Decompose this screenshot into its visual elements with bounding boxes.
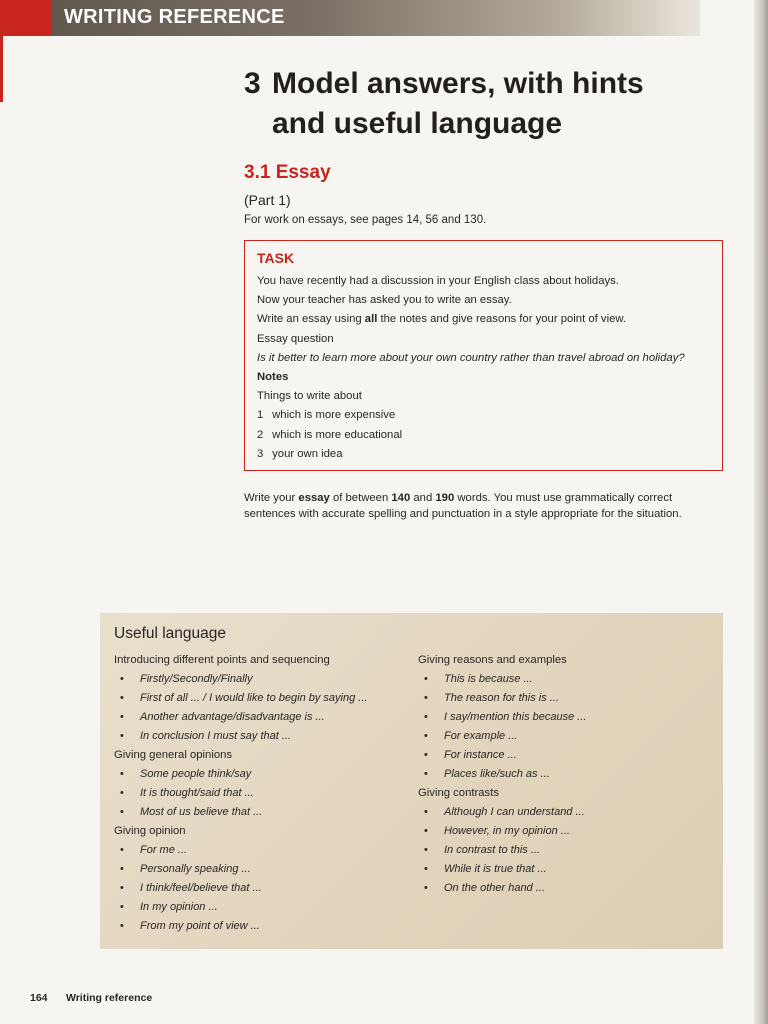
instr-bold: 140 bbox=[391, 492, 411, 504]
language-item: • Although I can understand ... bbox=[418, 803, 708, 822]
language-item: • Most of us believe that ... bbox=[114, 803, 404, 822]
language-item: • In contrast to this ... bbox=[418, 841, 708, 860]
language-item: • Firstly/Secondly/Finally bbox=[114, 670, 404, 689]
footer-label: Writing reference bbox=[66, 992, 153, 1004]
part-label: (Part 1) bbox=[244, 192, 291, 208]
language-item: • For example ... bbox=[418, 727, 708, 746]
task-title: TASK bbox=[257, 250, 295, 266]
instr-text: words. You must use grammatically correct sentences with accurate spelling and punctuation in a style appropriate for the situation. bbox=[244, 492, 682, 520]
language-item: • On the other hand ... bbox=[418, 879, 708, 898]
chapter-number: 3 bbox=[244, 67, 261, 100]
note-item bbox=[257, 445, 710, 464]
task-line: You have recently had a discussion in your English class about holidays. bbox=[257, 275, 619, 287]
language-item: • In conclusion I must say that ... bbox=[114, 727, 404, 746]
see-pages-note: For work on essays, see pages 14, 56 and 130. bbox=[244, 214, 487, 226]
language-item: • For instance ... bbox=[418, 746, 708, 765]
language-item: • This is because ... bbox=[418, 670, 708, 689]
instr-bold: 190 bbox=[435, 492, 455, 504]
language-heading: Introducing different points and sequencing bbox=[114, 654, 330, 666]
page-title bbox=[244, 64, 714, 144]
language-item: • Some people think/say bbox=[114, 765, 404, 784]
note-text: which is more educational bbox=[272, 428, 403, 441]
note-item bbox=[257, 426, 710, 445]
note-number: 2 bbox=[257, 428, 264, 441]
useful-language-title: Useful language bbox=[114, 625, 227, 642]
note-text: which is more expensive bbox=[272, 409, 396, 422]
language-item: • However, in my opinion ... bbox=[418, 822, 708, 841]
language-heading: Giving general opinions bbox=[114, 749, 233, 761]
note-number: 1 bbox=[257, 409, 264, 422]
task-line-end: the notes and give reasons for your point of view. bbox=[377, 313, 627, 326]
note-text: your own idea bbox=[272, 447, 343, 460]
useful-language-box bbox=[100, 613, 723, 949]
things-label: Things to write about bbox=[257, 390, 362, 403]
language-item: • While it is true that ... bbox=[418, 860, 708, 879]
instr-text: and bbox=[410, 492, 436, 504]
language-item: • Personally speaking ... bbox=[114, 860, 404, 879]
useful-language-right-column bbox=[418, 651, 708, 898]
language-item: • From my point of view ... bbox=[114, 917, 404, 936]
instr-text: Write your bbox=[244, 492, 299, 504]
language-item: • I say/mention this because ... bbox=[418, 708, 708, 727]
task-line-emphasis: all bbox=[364, 313, 378, 326]
essay-question: Is it better to learn more about your own country rather than travel abroad on holiday? bbox=[257, 351, 685, 364]
language-item: • For me ... bbox=[114, 841, 404, 860]
writing-instructions bbox=[244, 490, 714, 522]
margin-rule bbox=[0, 36, 3, 102]
task-line-start: Write an essay using bbox=[257, 313, 362, 326]
title-line-2: and useful language bbox=[272, 107, 563, 140]
title-line-1: Model answers, with hints bbox=[272, 67, 644, 100]
task-line bbox=[257, 310, 710, 329]
language-heading: Giving opinion bbox=[114, 825, 186, 837]
language-item: • First of all ... / I would like to begin by saying ... bbox=[114, 689, 404, 708]
section-header-title: WRITING REFERENCE bbox=[64, 6, 285, 28]
language-item: • It is thought/said that ... bbox=[114, 784, 404, 803]
page-edge bbox=[754, 0, 768, 1024]
task-box bbox=[244, 240, 723, 471]
language-item: • Places like/such as ... bbox=[418, 765, 708, 784]
language-item: • Another advantage/disadvantage is ... bbox=[114, 708, 404, 727]
language-heading: Giving reasons and examples bbox=[418, 654, 567, 666]
section-title: 3.1 Essay bbox=[244, 162, 331, 183]
language-item: • The reason for this is ... bbox=[418, 689, 708, 708]
notes-label: Notes bbox=[257, 371, 289, 384]
instr-bold: essay bbox=[298, 492, 330, 504]
instr-text: of between bbox=[329, 492, 392, 504]
useful-language-left-column bbox=[114, 651, 404, 936]
note-item bbox=[257, 406, 710, 425]
language-item: • I think/feel/believe that ... bbox=[114, 879, 404, 898]
essay-question-label: Essay question bbox=[257, 332, 334, 345]
note-number: 3 bbox=[257, 447, 264, 460]
language-heading: Giving contrasts bbox=[418, 787, 499, 799]
language-item: • In my opinion ... bbox=[114, 898, 404, 917]
header-accent bbox=[0, 0, 52, 36]
task-line: Now your teacher has asked you to write an essay. bbox=[257, 294, 512, 307]
page-number: 164 bbox=[30, 992, 48, 1004]
